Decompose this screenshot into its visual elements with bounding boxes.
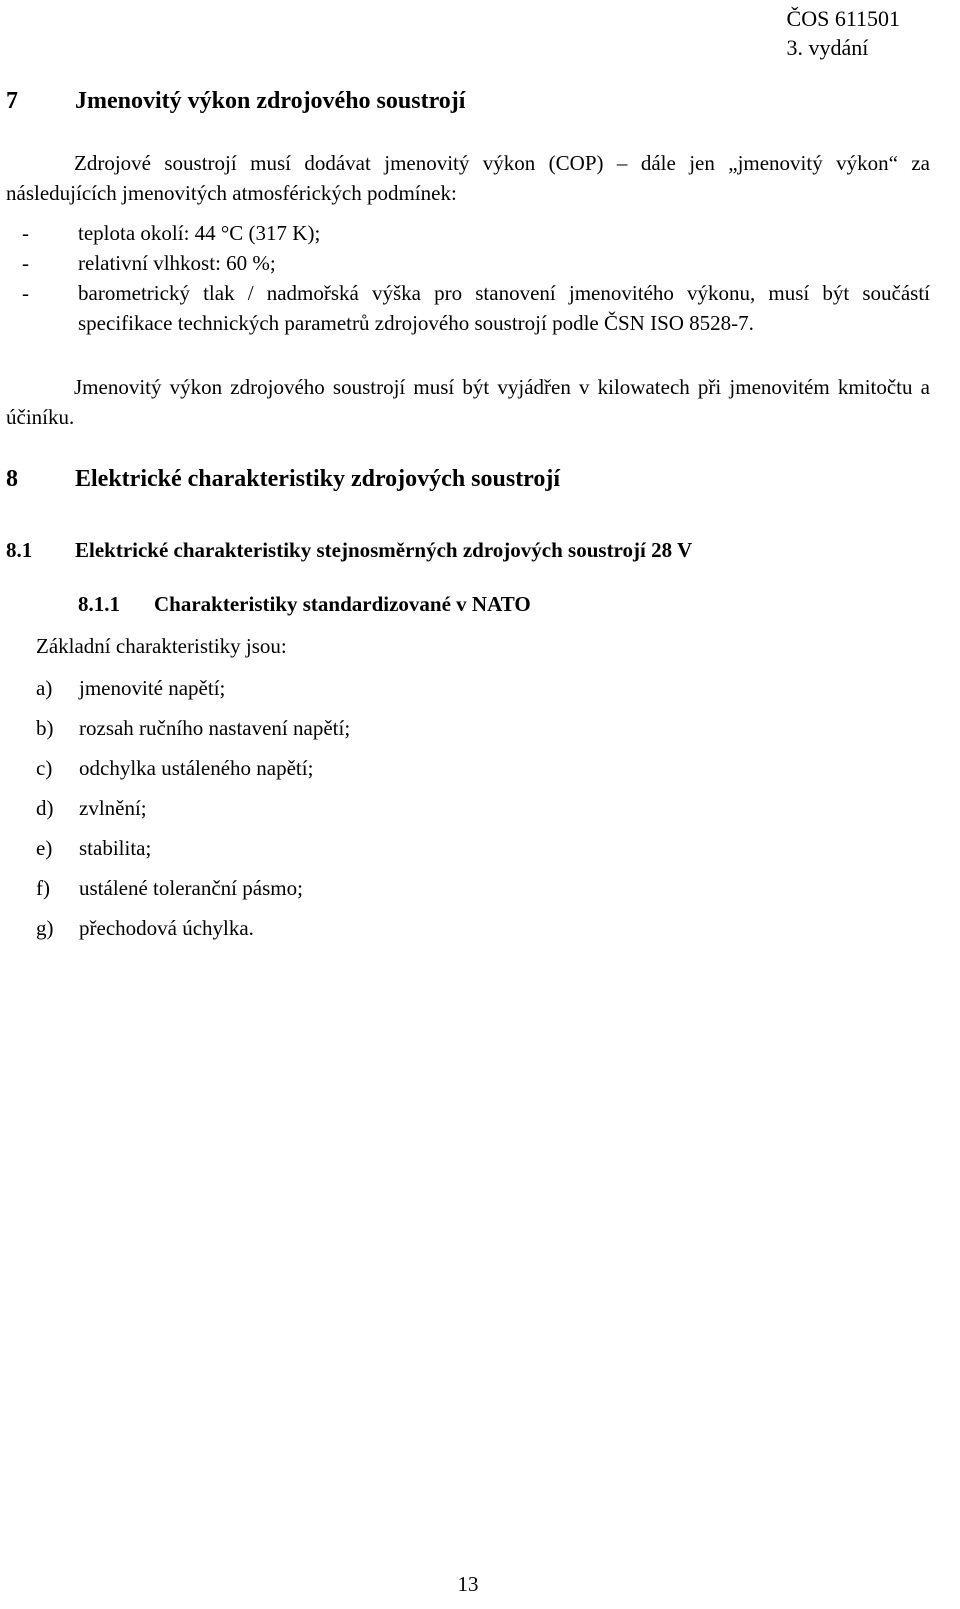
section-number: 8.1.1: [78, 592, 120, 616]
standard-number: ČOS 611501: [786, 6, 900, 31]
list-item: f) ustálené toleranční pásmo;: [36, 876, 303, 900]
list-item: d) zvlnění;: [36, 796, 147, 820]
section-7-heading: [6, 88, 465, 115]
list-item: a) jmenovité napětí;: [36, 676, 226, 700]
section-title: Elektrické charakteristiky zdrojových soustrojí: [75, 466, 561, 492]
section-number: 8: [6, 466, 18, 492]
characteristics-list: [36, 668, 350, 948]
section-number: 7: [6, 88, 18, 114]
section-title: Charakteristiky standardizované v NATO: [154, 592, 531, 616]
characteristics-lead: Základní charakteristiky jsou:: [36, 634, 287, 658]
list-item: g) přechodová úchylka.: [36, 916, 254, 940]
section-8-heading: [6, 466, 560, 493]
list-item: - teplota okolí: 44 °C (317 K);: [22, 221, 321, 245]
list-item: e) stabilita;: [36, 836, 152, 860]
section-7-intro: Zdrojové soustrojí musí dodávat jmenovitý výkon (COP) – dále jen „jmenovitý výkon“ za následujících jmenovitých atmosférických podmínek:: [6, 151, 930, 205]
section-7-note: Jmenovitý výkon zdrojového soustrojí musí být vyjádřen v kilowatech při jmenovitém kmitočtu a účiníku.: [6, 375, 930, 429]
page-number: 13: [457, 1572, 479, 1596]
section-number: 8.1: [6, 538, 33, 562]
list-item: - relativní vlhkost: 60 %;: [22, 251, 276, 275]
section-8-1-1-heading: [78, 592, 531, 617]
section-8-1-heading: [6, 538, 692, 563]
list-item: - barometrický tlak / nadmořská výška pro stanovení jmenovitého výkonu, musí být součástí specifikace technických parametrů zdrojového soustrojí podle ČSN ISO 8528-7.: [22, 281, 930, 335]
list-item: c) odchylka ustáleného napětí;: [36, 756, 314, 780]
list-item: b) rozsah ručního nastavení napětí;: [36, 716, 351, 740]
section-title: Jmenovitý výkon zdrojového soustrojí: [75, 88, 466, 114]
section-title: Elektrické charakteristiky stejnosměrných zdrojových soustrojí 28 V: [75, 538, 693, 562]
conditions-list: [6, 218, 930, 338]
document-header: [787, 4, 900, 62]
edition-label: 3. vydání: [786, 35, 869, 60]
